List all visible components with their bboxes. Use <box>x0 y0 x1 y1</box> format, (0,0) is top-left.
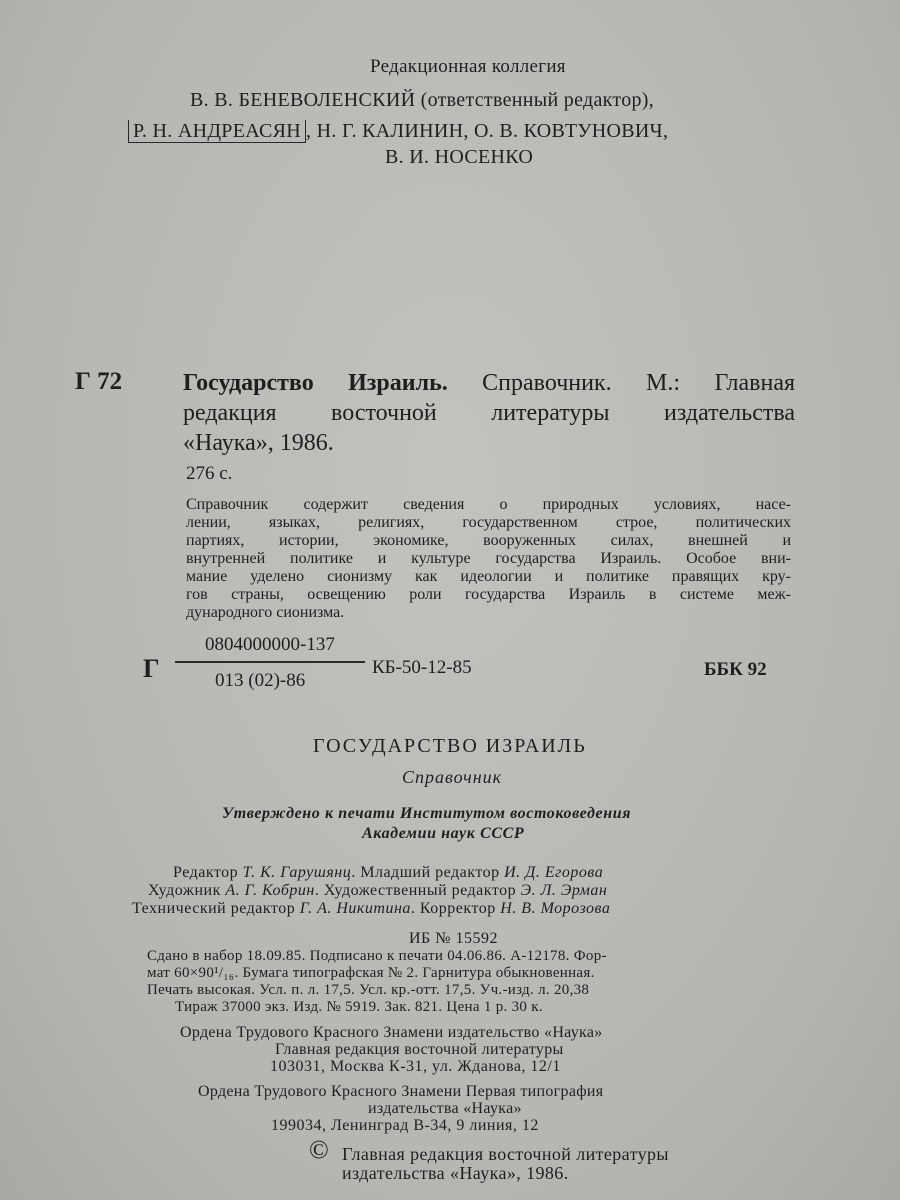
staff-line-3 <box>132 900 610 918</box>
printer-line-2: издательства «Наука» <box>368 1100 522 1117</box>
annotation-line: гов страны, освещению роли государства Израиль в системе меж- <box>186 586 791 603</box>
annotation-line: дународного сионизма. <box>186 604 345 621</box>
editorial-board-line-1: В. В. БЕНЕВОЛЕНСКИЙ (ответственный редактор), <box>190 89 655 111</box>
bbk-code: ББК 92 <box>704 659 767 680</box>
bibliographic-entry <box>183 368 795 458</box>
page-count: 276 с. <box>186 463 233 484</box>
annotation-line: партиях, истории, экономике, вооруженных силах, внешней и <box>186 532 791 549</box>
person-name: Г. А. Никитина <box>299 900 411 917</box>
memorial-boxed-name: Р. Н. АНДРЕАСЯН <box>128 120 306 143</box>
approved-line-2: Академии наук СССР <box>362 825 525 842</box>
annotation-line: мание уделено сионизму как идеологии и политике правящих кру- <box>186 568 791 585</box>
annotation-line: внутренней политике и культуре государства Израиль. Особое вни- <box>186 550 791 567</box>
copyright-line-2: издательства «Наука», 1986. <box>342 1163 569 1183</box>
entry-line-3: «Наука», 1986. <box>183 430 334 456</box>
printing-line-1: Сдано в набор 18.09.85. Подписано к печати 04.06.86. А-12178. Фор- <box>147 948 607 964</box>
ib-number: ИБ № 15592 <box>409 930 499 947</box>
classification-letter: Г <box>143 654 160 683</box>
classification-denominator: 013 (02)-86 <box>215 670 306 691</box>
role-label: . Художественный редактор <box>314 882 521 899</box>
person-name: Н. В. Морозова <box>500 900 611 917</box>
printer-address: 199034, Ленинград В-34, 9 линия, 12 <box>271 1117 539 1134</box>
printing-line-2: мат 60×90¹/₁₆. Бумага типографская № 2. Гарнитура обыкновенная. <box>147 965 595 981</box>
printing-line-3: Печать высокая. Усл. п. л. 17,5. Усл. кр.-отт. 17,5. Уч.-изд. л. 20,38 <box>147 982 590 998</box>
approved-line-1: Утверждено к печати Институтом востоковедения <box>222 805 632 822</box>
person-name: А. Г. Кобрин <box>225 882 315 899</box>
entry-line-1 <box>183 368 795 398</box>
kb-code: КБ-50-12-85 <box>372 657 472 678</box>
role-label: Технический редактор <box>132 900 300 917</box>
role-label: Художник <box>148 882 226 899</box>
staff-line-2 <box>148 882 607 900</box>
role-label: . Младший редактор <box>351 864 505 881</box>
annotation <box>186 496 791 622</box>
editorial-board-title: Редакционная коллегия <box>370 56 566 77</box>
staff-line-1 <box>173 864 603 882</box>
printer-line-1: Ордена Трудового Красного Знамени Первая типография <box>198 1083 604 1100</box>
role-label: Редактор <box>173 864 243 881</box>
person-name: Э. Л. Эрман <box>520 882 608 899</box>
entry-line-2: редакция восточной литературы издательства <box>183 400 795 426</box>
person-name: И. Д. Егорова <box>504 864 604 881</box>
annotation-line: Справочник содержит сведения о природных условиях, насе- <box>186 496 791 513</box>
editorial-board-line-3: В. И. НОСЕНКО <box>385 146 534 168</box>
publisher-line-2: Главная редакция восточной литературы <box>275 1041 564 1058</box>
classification-numerator: 0804000000-137 <box>205 634 335 655</box>
entry-line-1-rest: Справочник. М.: Главная <box>447 370 796 396</box>
fraction-line <box>175 661 365 663</box>
publisher-address: 103031, Москва К-31, ул. Жданова, 12/1 <box>270 1058 561 1075</box>
person-name: Т. К. Гарушянц <box>242 864 352 881</box>
editorial-board-line-2 <box>128 120 668 143</box>
annotation-line: лении, языках, религиях, государственном строе, политических <box>186 514 791 531</box>
imprint-subtitle: Справочник <box>402 767 503 787</box>
printing-line-4: Тираж 37000 экз. Изд. № 5919. Зак. 821. Цена 1 р. 30 к. <box>175 999 543 1015</box>
role-label: . Корректор <box>410 900 501 917</box>
editorial-board-line-2-rest: , Н. Г. КАЛИНИН, О. В. КОВТУНОВИЧ, <box>306 120 669 142</box>
entry-title: Государство Израиль. <box>183 370 448 396</box>
imprint-title: ГОСУДАРСТВО ИЗРАИЛЬ <box>313 735 587 757</box>
publisher-line-1: Ордена Трудового Красного Знамени издательство «Наука» <box>180 1024 603 1041</box>
copyright-line-1: Главная редакция восточной литературы <box>342 1144 669 1164</box>
copyright-icon: © <box>309 1135 329 1164</box>
index-code: Г 72 <box>75 368 123 395</box>
